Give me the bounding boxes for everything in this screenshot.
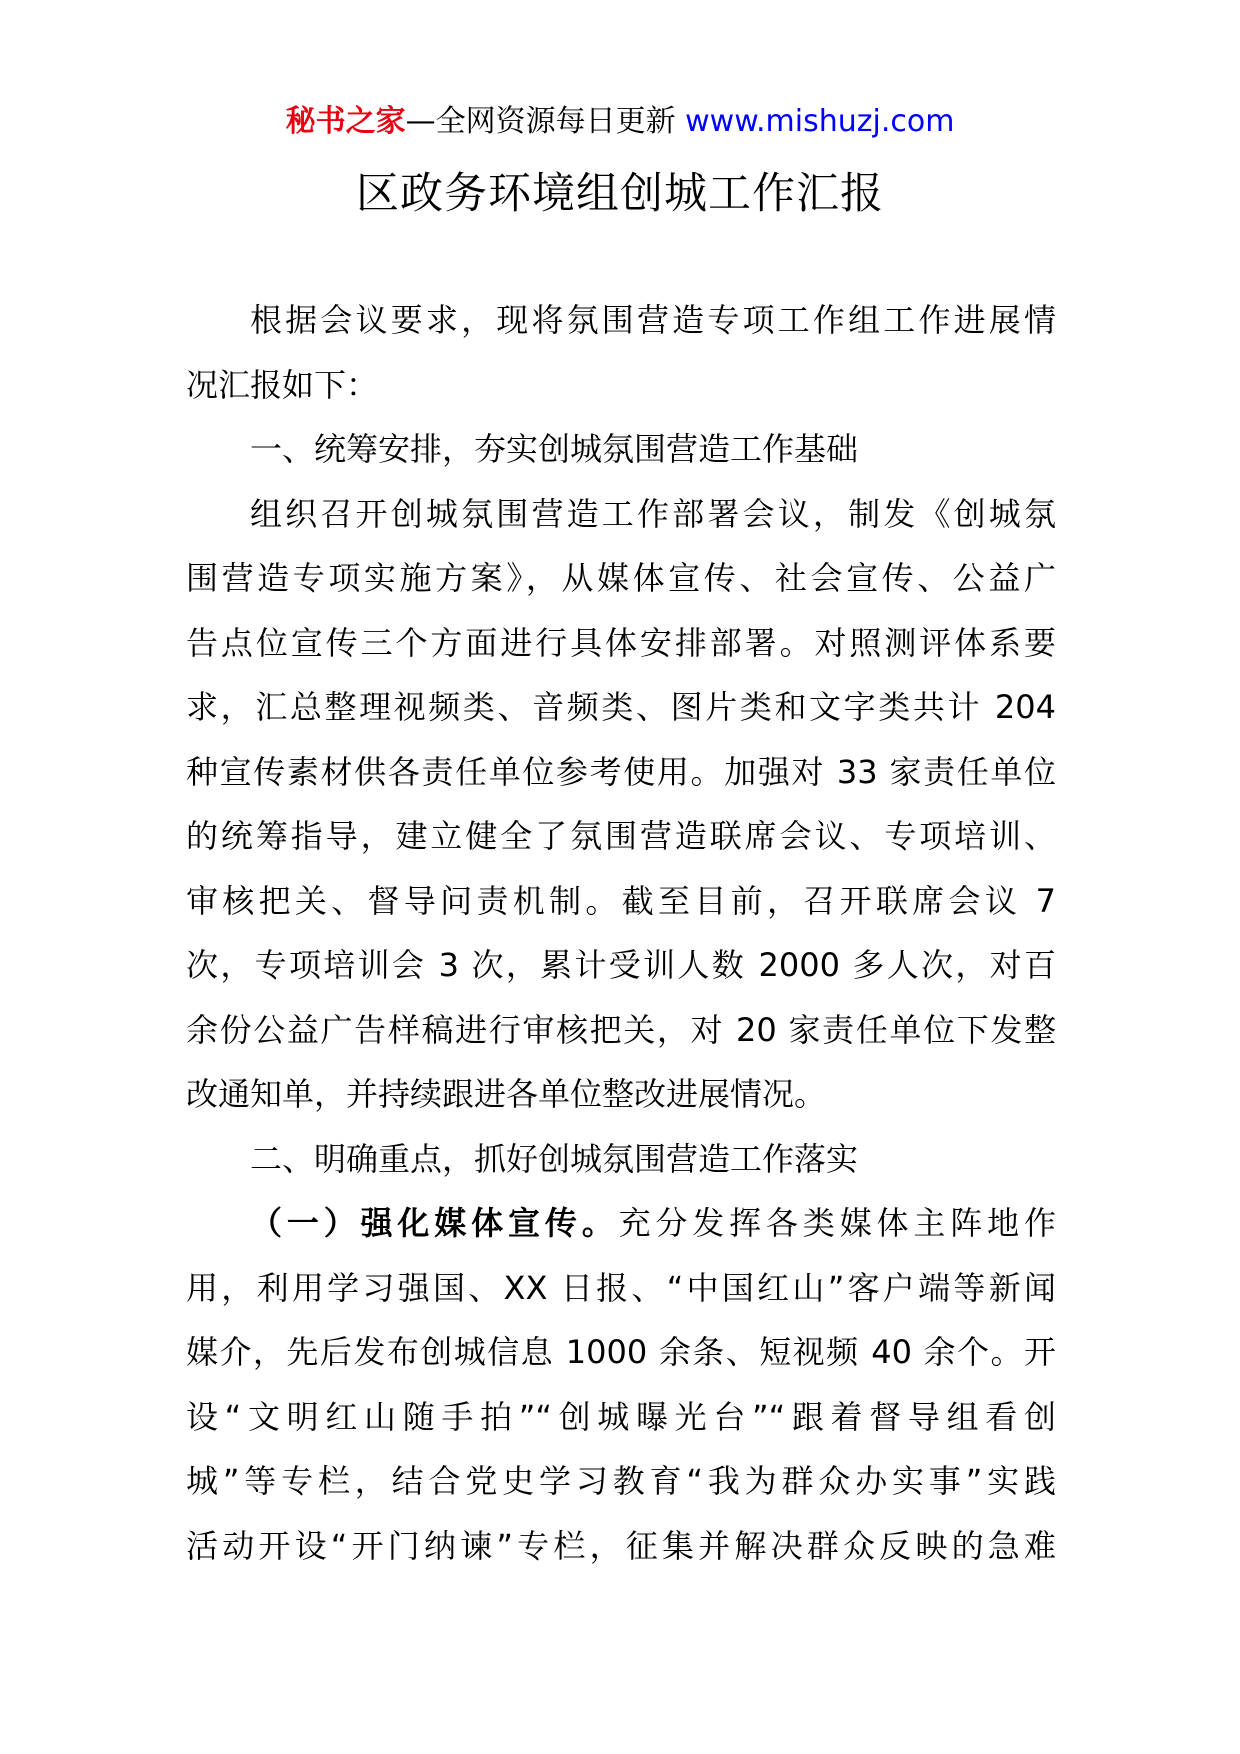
paragraph-line: 活动开设“开门纳谏”专栏，征集并解决群众反映的急难 — [186, 1526, 1056, 1565]
site-header — [0, 100, 1240, 144]
paragraph-line: 设“文明红山随手拍”“创城曝光台”“跟着督导组看创 — [186, 1397, 1056, 1436]
paragraph-line: 的统筹指导，建立健全了氛围营造联席会议、专项培训、 — [186, 817, 1056, 855]
paragraph-line: 组织召开创城氛围营造工作部署会议，制发《创城氛 — [250, 494, 1056, 533]
paragraph-line: 媒介，先后发布创城信息 1000 余条、短视频 40 余个。开 — [186, 1333, 1056, 1371]
section-heading-2: 二、明确重点，抓好创城氛围营造工作落实 — [250, 1139, 859, 1178]
paragraph-line: 改通知单，并持续跟进各单位整改进展情况。 — [186, 1075, 827, 1113]
document-body — [186, 288, 1056, 1578]
paragraph-line: 种宣传素材供各责任单位参考使用。加强对 33 家责任单位 — [186, 752, 1056, 791]
paragraph-line-with-lead — [186, 1191, 1056, 1256]
document-title: 区政务环境组创城工作汇报 — [356, 169, 884, 219]
paragraph-line: 城”等专栏，结合党史学习教育“我为群众办实事”实践 — [186, 1462, 1056, 1500]
paragraph-line: 根据会议要求，现将氛围营造专项工作组工作进展情 — [250, 301, 1056, 339]
paragraph-line: 围营造专项实施方案》，从媒体宣传、社会宣传、公益广 — [186, 559, 1056, 597]
paragraph-line: 余份公益广告样稿进行审核把关，对 20 家责任单位下发整 — [186, 1010, 1056, 1049]
bold-lead-text: （一）强化媒体宣传。 — [250, 1204, 619, 1242]
site-brand: 秘书之家 — [285, 104, 406, 139]
paragraph-line: 用，利用学习强国、XX 日报、“中国红山”客户端等新闻 — [186, 1268, 1056, 1307]
section-heading-1: 一、统筹安排，夯实创城氛围营造工作基础 — [250, 430, 859, 468]
paragraph-line: 审核把关、督导问责机制。截至目前，召开联席会议 7 — [186, 881, 1056, 920]
paragraph-line-text: 充分发挥各类媒体主阵地作 — [618, 1204, 1056, 1242]
paragraph-line: 求，汇总整理视频类、音频类、图片类和文字类共计 204 — [186, 688, 1056, 726]
paragraph-line: 次，专项培训会 3 次，累计受训人数 2000 多人次，对百 — [186, 946, 1056, 984]
paragraph-line: 告点位宣传三个方面进行具体安排部署。对照测评体系要 — [186, 623, 1056, 662]
site-url-link[interactable]: www.mishuzj.com — [685, 104, 955, 139]
site-slogan: —全网资源每日更新 — [405, 104, 676, 139]
paragraph-line: 况汇报如下： — [186, 365, 379, 404]
